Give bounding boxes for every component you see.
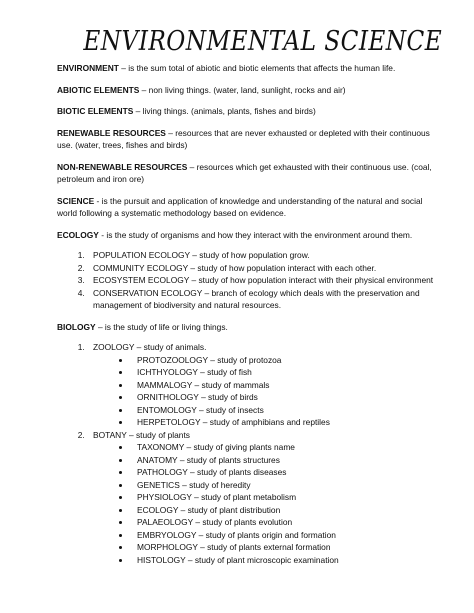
list-item: • PALAEOLOGY – study of plants evolution (131, 516, 434, 529)
biology-branch-botany (87, 429, 434, 567)
definition-renewable-resources (57, 127, 434, 152)
definition-text: – is the sum total of abiotic and biotic elements that affects the human life. (118, 63, 396, 73)
page-title: ENVIRONMENTAL SCIENCE (83, 26, 443, 57)
definition-environment (57, 62, 434, 75)
definition-text: – is the study of life or living things. (95, 321, 228, 332)
ecology-branches-list (57, 249, 434, 312)
definition-text: – resources which get exhausted with their continuous use. (coal, petroleum and iron ore) (57, 161, 432, 184)
list-item: • ICHTHYOLOGY – study of fish (131, 366, 434, 379)
definition-term: ENVIRONMENT (57, 63, 119, 73)
definition-non-renewable-resources (57, 161, 434, 186)
list-item: • PROTOZOOLOGY – study of protozoa (131, 354, 434, 367)
biology-branches-list (57, 341, 434, 566)
definition-ecology (57, 229, 434, 242)
definition-term: SCIENCE (57, 195, 95, 206)
list-item: 1. POPULATION ECOLOGY – study of how population grow. (87, 249, 434, 262)
zoology-sublist (93, 354, 434, 429)
definition-abiotic-elements (57, 84, 434, 97)
definition-term: RENEWABLE RESOURCES (57, 127, 166, 138)
botany-sublist (93, 441, 434, 566)
list-item: • MORPHOLOGY – study of plants external formation (131, 541, 434, 554)
list-item: • PHYSIOLOGY – study of plant metabolism (131, 491, 434, 504)
list-item: • EMBRYOLOGY – study of plants origin and formation (131, 529, 434, 542)
branch-label: BOTANY – study of plants (93, 429, 190, 440)
list-item: 2. COMMUNITY ECOLOGY – study of how population interact with each other. (87, 262, 434, 275)
list-item: • ANATOMY – study of plants structures (131, 454, 434, 467)
biology-branch-zoology (87, 341, 434, 429)
list-item: • ORNITHOLOGY – study of birds (131, 391, 434, 404)
definition-term: BIOLOGY (57, 321, 96, 332)
list-item: • TAXONOMY – study of giving plants name (131, 441, 434, 454)
definition-text: - is the study of organisms and how they interact with the environment around them. (98, 229, 413, 240)
list-item: • ECOLOGY – study of plant distribution (131, 504, 434, 517)
list-item: • GENETICS – study of heredity (131, 479, 434, 492)
definition-biology (57, 321, 434, 334)
definition-text: – non living things. (water, land, sunlight, rocks and air) (139, 84, 346, 95)
definition-term: ABIOTIC ELEMENTS (57, 84, 140, 95)
definition-term: NON-RENEWABLE RESOURCES (57, 161, 188, 172)
list-item: 4. CONSERVATION ECOLOGY – branch of ecology which deals with the preservation and management of biodiversity and natural resources. (87, 287, 434, 312)
definition-text: – living things. (animals, plants, fishes and birds) (133, 106, 316, 116)
list-item: • HERPETOLOGY – study of amphibians and reptiles (131, 416, 434, 429)
list-item: • MAMMALOGY – study of mammals (131, 379, 434, 392)
definition-term: BIOTIC ELEMENTS (57, 106, 134, 116)
list-item: • PATHOLOGY – study of plants diseases (131, 466, 434, 479)
list-item: 3. ECOSYSTEM ECOLOGY – study of how population interact with their physical environment (87, 274, 434, 287)
list-item: • ENTOMOLOGY – study of insects (131, 404, 434, 417)
definition-text: – resources that are never exhausted or depleted with their continuous use. (water, trees, fishes and birds) (57, 127, 430, 150)
list-item: • HISTOLOGY – study of plant microscopic examination (131, 554, 434, 567)
definition-term: ECOLOGY (57, 229, 99, 240)
branch-label: ZOOLOGY – study of animals. (93, 342, 207, 352)
definition-biotic-elements (57, 105, 434, 118)
definition-science (57, 195, 434, 220)
definition-text: - is the pursuit and application of knowledge and understanding of the natural and social world following a systematic methodology based on evidence. (57, 195, 423, 218)
